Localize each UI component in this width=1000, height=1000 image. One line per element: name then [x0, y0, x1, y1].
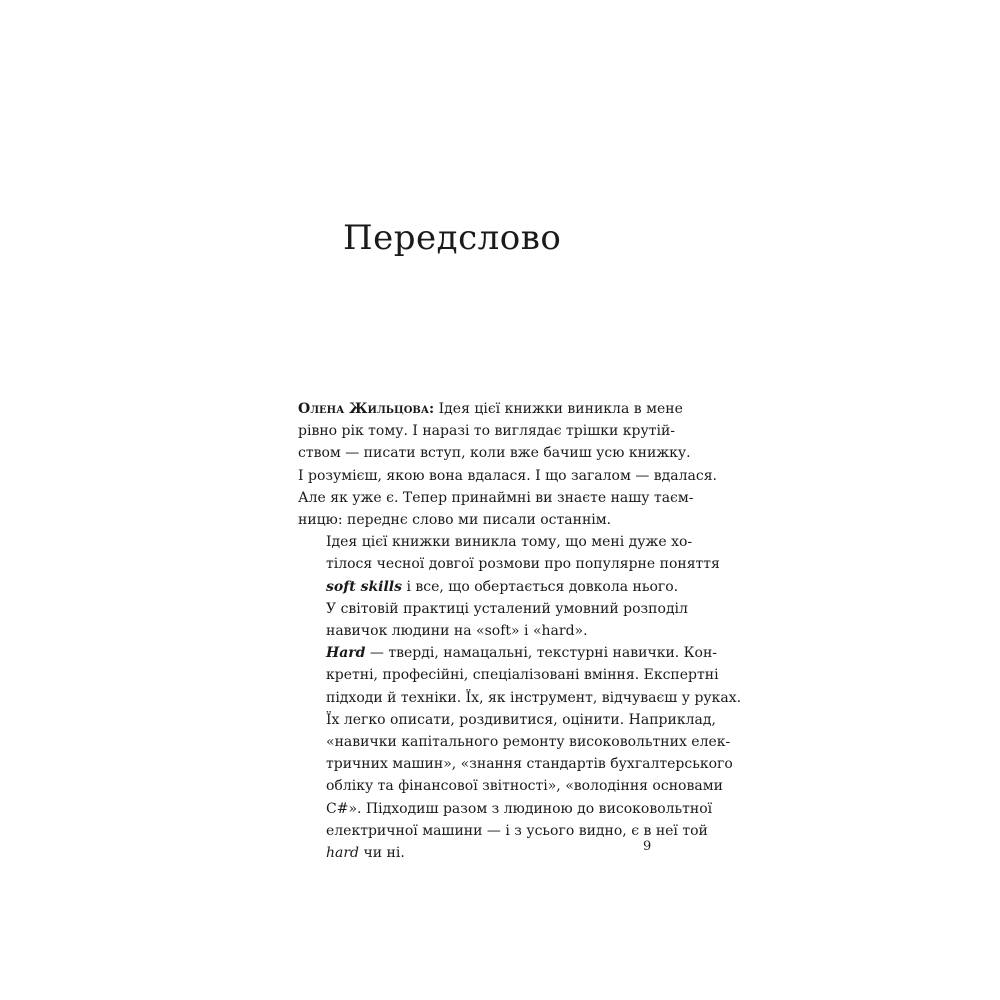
text-run: чи ні.	[359, 845, 405, 862]
text-line: Їх легко описати, роздивитися, оцінити. Наприклад,	[326, 711, 716, 728]
text-line: електричної машини — і з усього видно, є в неї той	[326, 822, 708, 839]
text-line: C#». Підходиш разом з людиною до високовольтної	[326, 800, 713, 817]
paragraph-3	[298, 598, 688, 642]
text-line: У світовій практиці усталений умовний розподіл	[326, 600, 688, 617]
text-run: — тверді, намацальні, текстурні навички. Кон-	[365, 645, 718, 662]
text-line: кретні, професійні, спеціалізовані вміння. Експертні	[326, 667, 719, 684]
speaker-name: Олена Жильцова:	[298, 401, 435, 417]
text-run: і все, що обертається довкола нього.	[402, 578, 679, 595]
text-line: І розумієш, якою вона вдалася. І що загалом — вдалася.	[298, 467, 717, 484]
emphasis-term: soft skills	[326, 578, 403, 595]
text-line: ницю: переднє слово ми писали останнім.	[298, 512, 612, 529]
text-line	[298, 842, 670, 864]
text-line: тричних машин», «знання стандартів бухгалтерського	[326, 756, 733, 773]
text-line: навичок людини на «soft» і «hard».	[326, 623, 588, 640]
emphasis-term: hard	[326, 845, 360, 862]
page-number: 9	[643, 839, 652, 854]
text-line: «навички капітального ремонту високовольтних елек-	[326, 734, 731, 751]
chapter-body	[298, 398, 742, 864]
chapter-title: Передслово	[343, 218, 562, 258]
paragraph-1	[298, 398, 717, 531]
text-line: Ідея цієї книжки виникла тому, що мені дуже хо-	[326, 534, 693, 551]
text-line	[298, 576, 679, 598]
text-line: Але як уже є. Тепер принаймні ви знаєте нашу таєм-	[298, 489, 694, 506]
paragraph-4	[298, 642, 742, 864]
text-line: підходи й техніки. Їх, як інструмент, відчуваєш у руках.	[326, 689, 742, 706]
text-line: рівно рік тому. І наразі то виглядає трішки крутій-	[298, 423, 676, 440]
emphasis-term: Hard	[326, 645, 366, 662]
text-line	[298, 398, 683, 420]
paragraph-2	[298, 531, 720, 598]
text-line: ством — писати вступ, коли вже бачиш усю книжку.	[298, 445, 691, 462]
text-line	[298, 642, 718, 664]
text-line: обліку та фінансової звітності», «володіння основами	[326, 778, 723, 795]
text-line: тілося чесної довгої розмови про популярне поняття	[326, 556, 720, 573]
text-run: Ідея цієї книжки виникла в мене	[434, 401, 683, 417]
